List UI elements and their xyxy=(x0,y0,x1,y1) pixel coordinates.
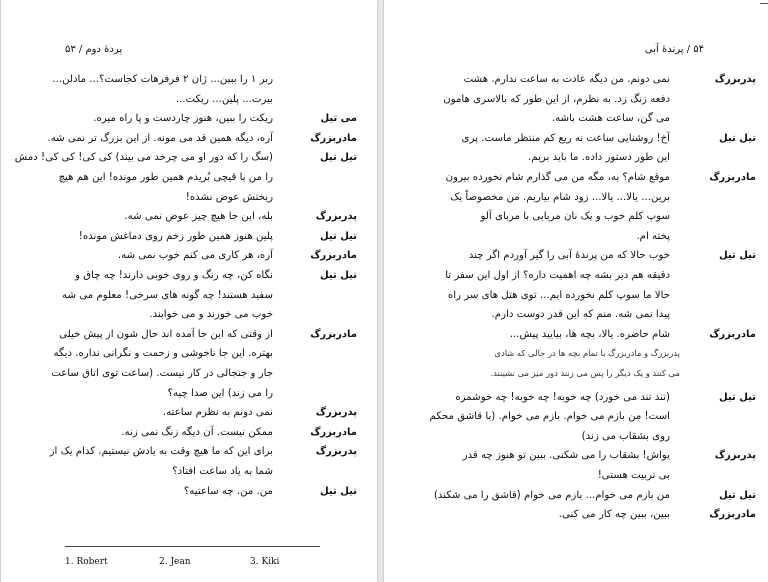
footnote: 3. Kiki xyxy=(250,557,280,567)
speaker-name: تیل تیل xyxy=(319,270,357,281)
dialogue-text xyxy=(444,446,670,485)
text-line: من. من. چه ساعتیه؟ xyxy=(183,485,273,497)
speaker-name: می تیل xyxy=(320,113,357,125)
text-line: است! من بازم می خوام. بازم می خوام. (با قاشق محکم xyxy=(429,411,670,423)
text-line: دفعه زنگ زد. به نظرم، از این طور که بالاسری هامون xyxy=(443,93,670,105)
text-line: پیدا نمی شه. منم که این قدر دوست دارم. xyxy=(491,309,670,321)
text-line: را من با قیچی بُریدم همین طور مونده! این هم هیچ xyxy=(58,171,273,183)
dialogue-text xyxy=(65,246,273,266)
text-line: آره، دیگه همین قد می مونه. از این بزرگ تر نمی شه. xyxy=(47,132,273,144)
dialogue-entry xyxy=(1,227,377,247)
dialogue-text xyxy=(444,129,670,168)
dialogue-entry xyxy=(1,207,377,227)
text-line: ربر ۱ را ببین... ژان ۲ فرفرهات کجاست؟... مادلن... xyxy=(52,74,273,85)
dialogue-text xyxy=(444,505,670,525)
footnote: 2. Jean xyxy=(159,557,191,567)
text-line: برین... یالا... یالا... زود شام بیاریم. من مخصوصاً یک xyxy=(450,191,670,203)
text-line: شام حاضره. یالا، بچه ها، بیایید پیش... xyxy=(509,328,670,340)
text-line: یواش! بشقاب را می شکنی. ببین تو هنوز چه قدر xyxy=(462,450,670,462)
text-line: پلین هنوز همین طور زخم روی دماغش مونده! xyxy=(78,230,273,242)
text-line: پخته ام. xyxy=(636,230,670,242)
text-line: خوب حالا که من پرندهٔ آبی را گیر آوردم اگر چند xyxy=(468,250,670,262)
page-header: ۵۴ / پرندهٔ آبی xyxy=(644,44,704,55)
text-line: پدربزرگ و مادربزرگ با تمام بچه ها در حالی که شادی xyxy=(494,348,680,359)
dialogue-entry xyxy=(384,129,768,168)
text-line: برای این که ما هیچ وقت به یادش نیستیم. کدام یک از xyxy=(49,446,273,458)
text-line: بله، این جا هیچ چیز عوض نمی شه. xyxy=(124,211,273,223)
left-page xyxy=(1,0,377,582)
dialogue-text xyxy=(65,227,273,247)
dialogue-entry xyxy=(1,266,377,325)
dialogue-text xyxy=(65,109,273,129)
speaker-name: تیل تیل xyxy=(718,391,756,403)
speaker-name: مادربزرگ xyxy=(310,328,357,340)
dialogue-entry xyxy=(1,70,377,109)
text-line: را می زند) این صدا چیه؟ xyxy=(167,387,273,399)
text-line: ریکت را ببین، هنوز چاردست و پا راه میره. xyxy=(93,113,273,125)
text-line: می گن، ساعت هشت باشه. xyxy=(551,113,670,125)
dialogue-entry xyxy=(384,388,768,447)
text-line: آره، هر کاری می کنم خوب نمی شه. xyxy=(117,250,273,262)
dialogue-text xyxy=(51,325,273,403)
dialogue-entry xyxy=(1,403,377,423)
speaker-name: تیل تیل xyxy=(718,489,756,501)
dialogue-text xyxy=(52,70,273,109)
footnote-divider xyxy=(65,546,320,547)
text-line: می کنند و یک دیگر را پس می زنند دور میز می نشینند. xyxy=(490,367,680,378)
speaker-name: پدربزرگ xyxy=(714,450,756,462)
text-line: از وقتی که این جا آمده اند حال شون از پیش خیلی xyxy=(59,328,273,340)
text-line: آخ! روشنایی ساعت نه ریع کم منتظر ماست. پری xyxy=(461,132,670,144)
text-line: این طور دستور داده. ما باید بریم. xyxy=(528,152,670,164)
dialogue-entry xyxy=(384,246,768,324)
text-line: ببین، ببین چه کار می کنی. xyxy=(558,509,670,521)
text-line: جار و جنجالی در کار نیست. (ساعت توی اتاق ساعت xyxy=(51,367,273,379)
dialogue-entry xyxy=(1,423,377,443)
page-corner-mark xyxy=(760,3,768,4)
dialogue-entry xyxy=(384,325,768,345)
dialogue-entry xyxy=(1,482,377,502)
dialogue-text xyxy=(47,129,273,149)
speaker-name: پدربزرگ xyxy=(714,74,756,85)
text-line: ریختش عوض نشده! xyxy=(185,191,273,203)
dialogue-text xyxy=(62,266,273,325)
text-line: بیرت... پلین... ریکت... xyxy=(175,93,273,105)
dialogue-entry xyxy=(1,246,377,266)
dialogue-entry xyxy=(384,70,768,129)
dialogue-text xyxy=(444,168,670,246)
speaker-name: مادربزرگ xyxy=(310,250,357,262)
dialogue-text xyxy=(444,246,670,324)
text-line: من بازم می خوام... بازم می خوام (قاشق را می شکند) xyxy=(433,489,670,501)
dialogue-text xyxy=(65,423,273,443)
stage-direction xyxy=(384,344,768,383)
text-line: نمی دونم به نظرم ساعته. xyxy=(162,407,273,419)
dialogue-text xyxy=(65,482,273,502)
dialogue-text xyxy=(65,207,273,227)
dialogue-entry xyxy=(384,505,768,525)
speaker-name: تیل تیل xyxy=(718,132,756,144)
speaker-name: مادربزرگ xyxy=(709,509,756,521)
text-line: دقیقه هم دیر بشه چه اهمیت داره؟ از اول این سفر تا xyxy=(445,269,670,281)
dialogue-text xyxy=(49,442,273,481)
dialogue-entry xyxy=(1,148,377,207)
speaker-name: پدربزرگ xyxy=(315,407,357,419)
dialogue-text xyxy=(444,325,670,345)
speaker-name: مادربزرگ xyxy=(310,426,357,438)
dialogue-text xyxy=(433,486,670,506)
speaker-name: تیل تیل xyxy=(319,230,357,242)
footnote: 1. Robert xyxy=(65,557,108,567)
speaker-name: مادربزرگ xyxy=(709,328,756,340)
speaker-name: تیل تیل xyxy=(319,152,357,164)
speaker-name: تیل تیل xyxy=(319,485,357,497)
speaker-name: پدربزرگ xyxy=(315,446,357,458)
dialogue-entry xyxy=(1,129,377,149)
text-line: حالا ما سوپ کلم نخورده ایم... توی هتل های سر راه xyxy=(447,289,670,301)
right-page xyxy=(384,0,768,582)
dialogue-entry xyxy=(384,446,768,485)
text-line: سوپ کلم خوب و یک نان مربایی با مربای آلو xyxy=(480,211,670,223)
text-line: شما به یاد ساعت افتاد؟ xyxy=(172,465,273,477)
speaker-name: پدربزرگ xyxy=(315,211,357,223)
text-line: (تند تند می خورد) چه خوبه! چه خوبه! چه خوشمزه xyxy=(455,391,670,403)
dialogue-text xyxy=(454,344,680,383)
text-line: بهتره. این جا ناخوشی و زحمت و نگرانی نداره. دیگه xyxy=(53,348,273,360)
dialogue-entry xyxy=(384,486,768,506)
text-line: ممکن نیست. آن دیگه زنگ نمی زنه. xyxy=(121,426,273,438)
dialogue-text xyxy=(14,148,273,207)
text-line: نگاه کن، چه رنگ و روی خوبی دارند! چه چاق و xyxy=(75,270,273,281)
dialogue-text xyxy=(444,70,670,129)
dialogue-entry xyxy=(1,442,377,481)
text-line: خوب می خورند و می خوابند. xyxy=(149,309,273,321)
speaker-name: مادربزرگ xyxy=(709,172,756,183)
speaker-name: مادربزرگ xyxy=(310,132,357,144)
dialogue-text xyxy=(65,403,273,423)
dialogue-entry xyxy=(384,168,768,246)
page-header: پردهٔ دوم / ۵۳ xyxy=(65,44,123,55)
text-line: موقع شام؟ به، مگه من می گذارم شام نخورده بیرون xyxy=(445,172,670,183)
text-line: سفید هستند! چه گونه های سرخی! معلوم می شه xyxy=(62,289,273,301)
speaker-name: تیل تیل xyxy=(718,250,756,262)
text-line: بی تربیت هستی! xyxy=(597,469,670,481)
dialogue-entry xyxy=(1,109,377,129)
dialogue-text xyxy=(429,388,670,447)
text-line: نمی دونم. من دیگه عادت به ساعت ندارم. هشت xyxy=(463,74,670,85)
dialogue-entry xyxy=(1,325,377,403)
text-line: (سگ را که دور او می چرخد می بیند) کی کی! کی کی! دمش xyxy=(14,152,273,164)
text-line: روی بشقاب می زند) xyxy=(581,430,670,442)
